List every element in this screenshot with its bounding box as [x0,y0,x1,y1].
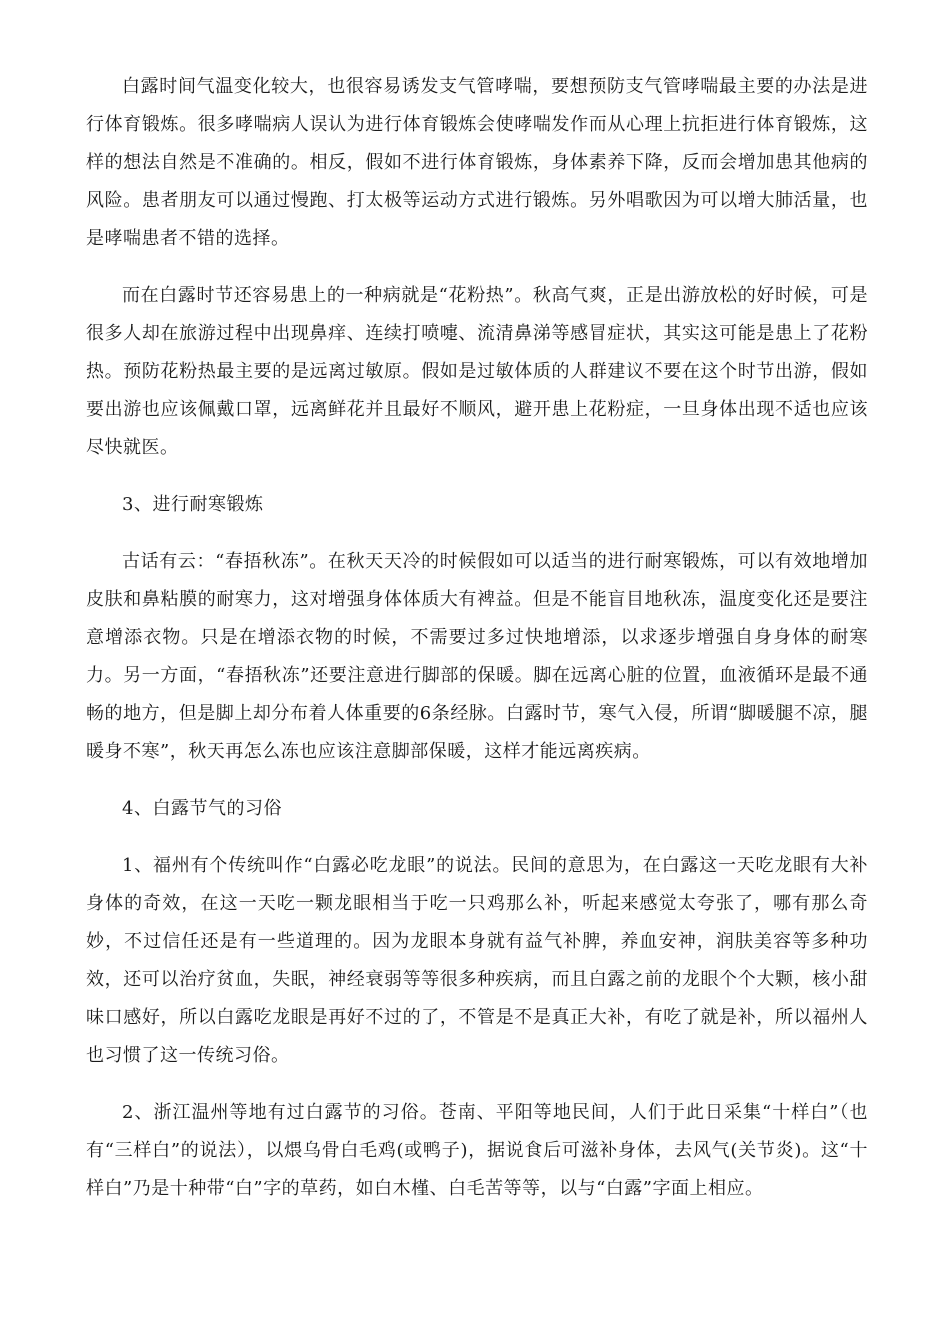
paragraph-wenzhou-custom: 2、浙江温州等地有过白露节的习俗。苍南、平阳等地民间，人们于此日采集“十样白”（也有“三样白”的说法），以煨乌骨白毛鸡(或鸭子)，据说食后可滋补身体，去风气(关节炎)。这“十样白”乃是十种带“白”字的草药，如白木槿、白毛苦等等，以与“白露”字面上相应。 [86,1102,868,1199]
paragraph-asthma-exercise: 白露时间气温变化较大，也很容易诱发支气管哮喘，要想预防支气管哮喘最主要的办法是进行体育锻炼。很多哮喘病人误认为进行体育锻炼会使哮喘发作而从心理上抗拒进行体育锻炼，这样的想法自然是不准确的。相反，假如不进行体育锻炼，身体素养下降，反而会增加患其他病的风险。患者朋友可以通过慢跑、打太极等运动方式进行锻炼。另外唱歌因为可以增大肺活量，也是哮喘患者不错的选择。 [86,76,868,249]
paragraph-fuzhou-longan: 1、福州有个传统叫作“白露必吃龙眼”的说法。民间的意思为，在白露这一天吃龙眼有大补身体的奇效，在这一天吃一颗龙眼相当于吃一只鸡那么补，听起来感觉太夸张了，哪有那么奇妙，不过信任还是有一些道理的。因为龙眼本身就有益气补脾，养血安神，润肤美容等多种功效，还可以治疗贫血，失眠，神经衰弱等等很多种疾病，而且白露之前的龙眼个个大颗，核小甜味口感好，所以白露吃龙眼是再好不过的了，不管是不是真正大补，有吃了就是补，所以福州人也习惯了这一传统习俗。 [86,855,868,1066]
document-body [86,68,868,1227]
section-heading-customs: 4、白露节气的习俗 [122,798,282,819]
paragraph-hay-fever: 而在白露时节还容易患上的一种病就是“花粉热”。秋高气爽，正是出游放松的好时候，可是很多人却在旅游过程中出现鼻痒、连续打喷嚏、流清鼻涕等感冒症状，其实这可能是患上了花粉热。预防花粉热最主要的是远离过敏原。假如是过敏体质的人群建议不要在这个时节出游，假如要出游也应该佩戴口罩，远离鲜花并且最好不顺风，避开患上花粉症，一旦身体出现不适也应该尽快就医。 [86,285,868,458]
paragraph-cold-training: 古话有云：“春捂秋冻”。在秋天天冷的时候假如可以适当的进行耐寒锻炼，可以有效地增加皮肤和鼻粘膜的耐寒力，这对增强身体体质大有裨益。但是不能盲目地秋冻，温度变化还是要注意增添衣物。只是在增添衣物的时候，不需要过多过快地增添，以求逐步增强自身身体的耐寒力。另一方面，“春捂秋冻”还要注意进行脚部的保暖。脚在远离心脏的位置，血液循环是最不通畅的地方，但是脚上却分布着人体重要的6条经脉。白露时节，寒气入侵，所谓“脚暖腿不凉，腿暖身不寒”，秋天再怎么冻也应该注意脚部保暖，这样才能远离疾病。 [86,551,868,762]
section-heading-cold-training: 3、进行耐寒锻炼 [122,494,264,515]
